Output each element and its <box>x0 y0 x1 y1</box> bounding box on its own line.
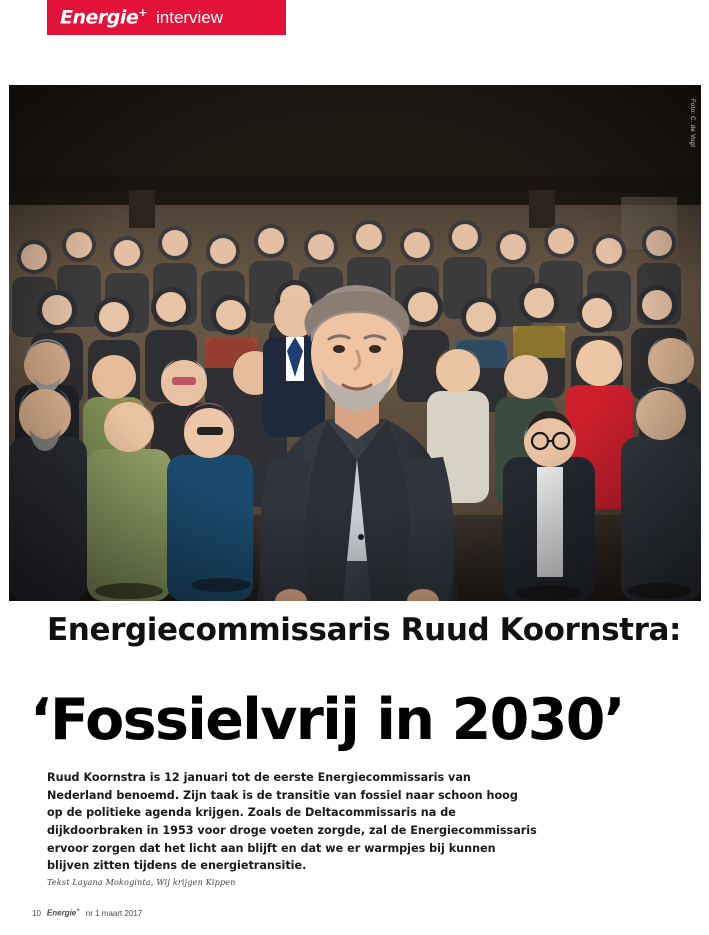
page-footer <box>32 908 142 918</box>
magazine-logo-text: Energie <box>60 6 139 29</box>
section-label: interview <box>155 7 224 27</box>
article-byline: Tekst Layana Mokoginta, Wij krijgen Kippen <box>47 878 236 887</box>
photo-credit: Foto: C. de Vogt <box>689 99 695 148</box>
photo-illustration <box>9 85 701 601</box>
footer-issue: nr 1 maart 2017 <box>85 908 143 918</box>
footer-page-number: 10 <box>32 908 41 918</box>
footer-brand-text: Energie <box>46 908 77 918</box>
article-headline: ‘Fossielvrij in 2030’ <box>30 687 624 754</box>
footer-brand <box>47 908 80 918</box>
magazine-logo-plus: + <box>138 6 147 20</box>
article-photo <box>9 85 701 601</box>
footer-brand-plus: + <box>76 908 80 914</box>
section-header-tag <box>47 0 286 35</box>
article-intro: Ruud Koornstra is 12 januari tot de eerste Energiecommissaris van Nederland benoemd. Zijn taak is de transitie van fossiel naar schoon hoog op de politieke agenda krijgen. Zoals de Deltacommissaris na de dijkdoorbraken in 1953 voor droge voeten zorgde, zal de Energiecommissaris ervoor zorgen dat het licht aan blijft en dat we er warmpjes bij kunnen blijven zitten tijdens de energietransitie. <box>47 771 537 873</box>
magazine-logo <box>60 6 147 28</box>
article-kicker: Energiecommissaris Ruud Koornstra: <box>47 612 681 648</box>
